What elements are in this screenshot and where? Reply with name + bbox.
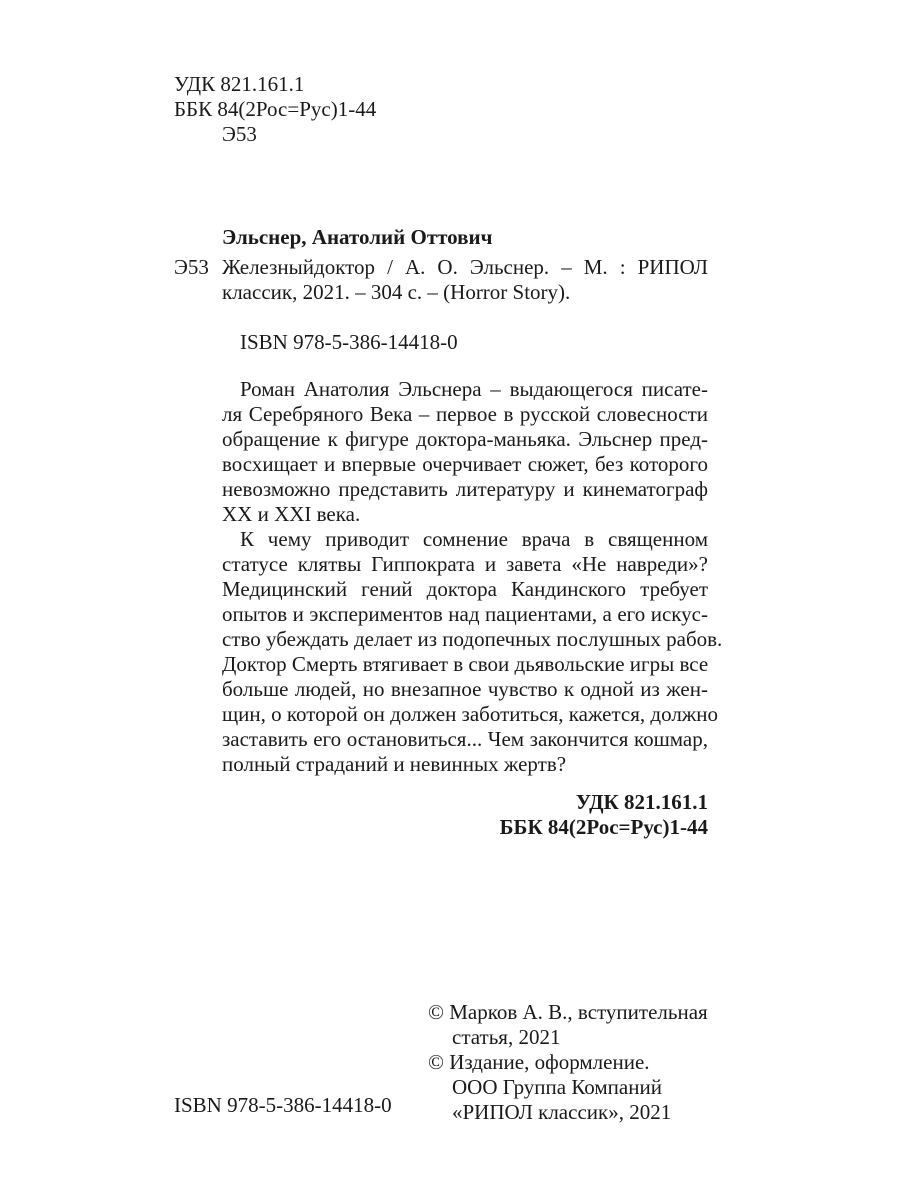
annotation-line: ля Серебряного Века – первое в русской словесности xyxy=(222,402,708,426)
catalog-code: Э53 xyxy=(174,255,209,279)
biblio-line: Железныйдоктор / А. О. Эльснер. – М. : РИПОЛ xyxy=(222,255,708,279)
annotation-line: ство убеждать делает из подопечных послушных рабов. xyxy=(222,627,723,651)
annotation-line: заставить его остановиться... Чем закончится кошмар, xyxy=(222,727,708,751)
annotation-line: Роман Анатолия Эльснера – выдающегося писате- xyxy=(240,377,708,401)
annotation-line: невозможно представить литературу и кинематограф xyxy=(222,477,708,501)
copyright-line: «РИПОЛ классик», 2021 xyxy=(452,1100,672,1124)
annotation xyxy=(222,377,723,777)
annotation-line: опытов и экспериментов над пациентами, а его искус- xyxy=(222,602,708,626)
bbk-code: ББК 84(2Рос=Рус)1-44 xyxy=(174,97,377,121)
top-classification-block xyxy=(174,72,376,147)
copyright-line: статья, 2021 xyxy=(452,1025,561,1049)
annotation-line: обращение к фигуре доктора-маньяка. Эльснер пред- xyxy=(222,427,708,451)
biblio-line: классик, 2021. – 304 с. – (Horror Story). xyxy=(222,280,571,304)
footer-classification-block xyxy=(222,790,708,840)
annotation-line: Медицинский гений доктора Кандинского требует xyxy=(222,577,708,601)
copyright-line: © Марков А. В., вступительная xyxy=(428,1000,708,1024)
annotation-line: К чему приводит сомнение врача в священном xyxy=(240,527,708,551)
annotation-line: XX и XXI века. xyxy=(222,502,361,526)
copyright-line: © Издание, оформление. xyxy=(428,1050,650,1074)
author-name: Эльснер, Анатолий Оттович xyxy=(222,225,493,249)
annotation-line: больше людей, но внезапное чувство к одной из жен- xyxy=(222,677,708,701)
isbn-footer: ISBN 978-5-386-14418-0 xyxy=(174,1093,392,1117)
isbn-entry: ISBN 978-5-386-14418-0 xyxy=(240,330,458,354)
copyright-line: ООО Группа Компаний xyxy=(452,1075,662,1099)
footer-bbk-code: ББК 84(2Рос=Рус)1-44 xyxy=(499,815,708,839)
bibliographic-description xyxy=(222,255,708,305)
annotation-line: Доктор Смерть втягивает в свои дьявольские игры все xyxy=(222,652,709,676)
annotation-line: статусе клятвы Гиппократа и завета «Не навреди»? xyxy=(222,552,708,576)
footer-udk-code: УДК 821.161.1 xyxy=(575,790,708,814)
annotation-line: полный страданий и невинных жертв? xyxy=(222,752,567,776)
annotation-line: щин, о которой он должен заботиться, кажется, должно xyxy=(222,702,719,726)
copyright-block xyxy=(428,1000,718,1125)
annotation-line: восхищает и впервые очерчивает сюжет, без которого xyxy=(222,452,708,476)
udk-code: УДК 821.161.1 xyxy=(174,72,305,96)
author-mark: Э53 xyxy=(222,122,257,146)
